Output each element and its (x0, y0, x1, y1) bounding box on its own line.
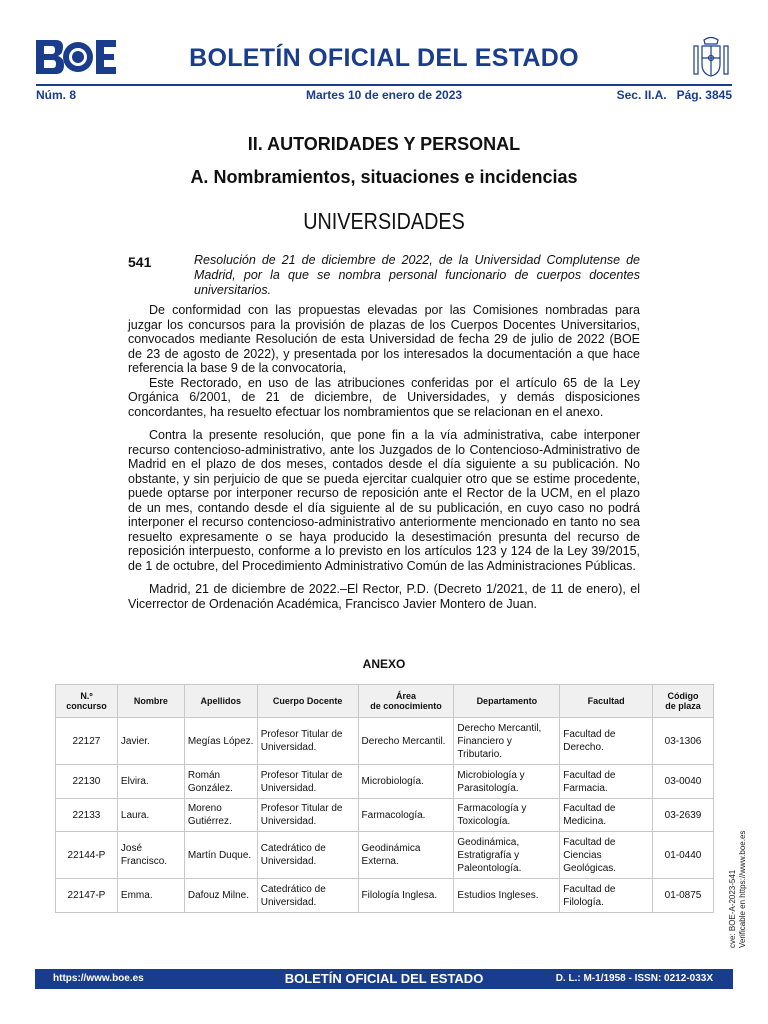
annex-title: ANEXO (362, 657, 406, 671)
signature-paragraph: Madrid, 21 de diciembre de 2022.–El Rector, P.D. (Decreto 1/2021, de 11 de enero), el Vicerrector de Ordenación Académica, Francisco Javier Montero de Juan. (128, 582, 640, 611)
organization-title: UNIVERSIDADES (303, 208, 465, 234)
table-row (56, 765, 714, 799)
table-cell: Facultad de Filología. (560, 879, 653, 913)
table-cell: Emma. (117, 879, 184, 913)
cve-code: cve: BOE-A-2023-541 (728, 869, 737, 948)
table-cell: 22133 (56, 799, 118, 832)
table-cell: 01-0440 (653, 832, 714, 879)
table-cell: Farmacología y Toxicología. (454, 799, 560, 832)
table-cell: 22147-P (56, 879, 118, 913)
table-cell: Geodinámica Externa. (358, 832, 454, 879)
footer-url[interactable]: https://www.boe.es (53, 973, 144, 984)
verification-text (728, 748, 748, 948)
footer-title: BOLETÍN OFICIAL DEL ESTADO (284, 971, 484, 986)
body-paragraph: Este Rectorado, en uso de las atribuciones conferidas por el artículo 65 de la Ley Orgánica 6/2001, de 21 de diciembre, de Universidades, y demás disposiciones concordantes, ha resuelto efectuar los nombramientos que se relacionan en el anexo. (128, 375, 640, 419)
table-cell: Microbiología. (358, 765, 454, 799)
table-cell: Megías López. (184, 718, 257, 765)
table-cell: Profesor Titular de Universidad. (257, 799, 358, 832)
resolution-body (128, 303, 640, 611)
table-cell: Facultad de Ciencias Geológicas. (560, 832, 653, 879)
table-cell: Moreno Gutiérrez. (184, 799, 257, 832)
table-cell: Filología Inglesa. (358, 879, 454, 913)
table-row (56, 879, 714, 913)
header-cell: Apellidos (184, 685, 257, 718)
table-row (56, 832, 714, 879)
header-cell: Nombre (117, 685, 184, 718)
table-cell: Laura. (117, 799, 184, 832)
issue-meta (36, 88, 732, 104)
resolution-summary: Resolución de 21 de diciembre de 2022, de la Universidad Complutense de Madrid, por la que se nombra personal funcionario de cuerpos docentes universitarios. (194, 253, 640, 297)
header-cell: Cuerpo Docente (257, 685, 358, 718)
table-cell: Facultad de Derecho. (560, 718, 653, 765)
header-cell: Código de plaza (653, 685, 714, 718)
table-cell: Derecho Mercantil, Financiero y Tributario. (454, 718, 560, 765)
table-row (56, 799, 714, 832)
table-cell: Estudios Ingleses. (454, 879, 560, 913)
body-paragraph: De conformidad con las propuestas elevadas por las Comisiones nombradas para juzgar los concursos para la provisión de plazas de los Cuerpos Docentes Universitarios, convocados mediante Resolución de esta Universidad de fecha 29 de julio de 2022 (BOE de 23 de agosto de 2022), y presentada por los interesados la documentación a que hace referencia la base 9 de la convocatoria, (128, 303, 640, 375)
header-cell: Departamento (454, 685, 560, 718)
table-cell: 22144-P (56, 832, 118, 879)
section-page: Sec. II.A. Pág. 3845 (616, 88, 732, 102)
boe-logo (36, 40, 116, 74)
table-row (56, 718, 714, 765)
table-cell: Microbiología y Parasitología. (454, 765, 560, 799)
table-cell: Derecho Mercantil. (358, 718, 454, 765)
table-cell: Catedrático de Universidad. (257, 832, 358, 879)
subsection-title: A. Nombramientos, situaciones e incidencias (190, 167, 578, 187)
header-rule (36, 84, 732, 86)
issue-number: Núm. 8 (36, 88, 77, 102)
footer-legal: D. L.: M-1/1958 - ISSN: 0212-033X (555, 973, 713, 984)
table-cell: Elvira. (117, 765, 184, 799)
table-cell: 03-2639 (653, 799, 714, 832)
section-title: II. AUTORIDADES Y PERSONAL (247, 134, 521, 154)
issue-date: Martes 10 de enero de 2023 (305, 88, 463, 102)
header-cell: Facultad (560, 685, 653, 718)
table-cell: José Francisco. (117, 832, 184, 879)
header-cell: N.º concurso (56, 685, 118, 718)
table-cell: Profesor Titular de Universidad. (257, 718, 358, 765)
header-cell: Área de conocimiento (358, 685, 454, 718)
table-cell: 03-0040 (653, 765, 714, 799)
verification-link[interactable]: Verificable en https://www.boe.es (738, 830, 747, 948)
table-cell: 22130 (56, 765, 118, 799)
body-paragraph: Contra la presente resolución, que pone fin a la vía administrativa, cabe interponer recurso contencioso-administrativo, ante los Juzgados de lo Contencioso-Administrativo de Madrid en el plazo de dos meses, contados desde el día siguiente a su publicación. No obstante, y sin perjuicio de que se pueda ejercitar cualquier otro que se estime procedente, puede optarse por interponer recurso de reposición ante el Rector de la UCM, en el plazo de un mes, contando desde el día siguiente al de su publicación, en cuyo caso no podrá interponer el recurso contencioso-administrativo anteriormente mencionado en tanto no sea resuelto expresamente o se haya producido la desestimación presunta del recurso de reposición interpuesto, conforme a lo previsto en los artículos 123 y 124 de la Ley 39/2015, de 1 de octubre, del Procedimiento Administrativo Común de las Administraciones Públicas. (128, 428, 640, 573)
resolution-number: 541 (128, 254, 152, 270)
coat-of-arms-icon (690, 36, 732, 80)
table-cell: Román González. (184, 765, 257, 799)
table-cell: 01-0875 (653, 879, 714, 913)
table-cell: Farmacología. (358, 799, 454, 832)
table-cell: Martín Duque. (184, 832, 257, 879)
table-cell: Geodinámica, Estratigrafía y Paleontología. (454, 832, 560, 879)
header-title: BOLETÍN OFICIAL DEL ESTADO (189, 44, 579, 72)
table-cell: Facultad de Farmacia. (560, 765, 653, 799)
table-header-row (56, 685, 714, 718)
table-cell: Profesor Titular de Universidad. (257, 765, 358, 799)
table-cell: Javier. (117, 718, 184, 765)
table-cell: 22127 (56, 718, 118, 765)
table-cell: Facultad de Medicina. (560, 799, 653, 832)
table-cell: Dafouz Milne. (184, 879, 257, 913)
table-cell: 03-1306 (653, 718, 714, 765)
table-cell: Catedrático de Universidad. (257, 879, 358, 913)
footer-bar (35, 969, 733, 989)
annex-table (55, 684, 714, 913)
